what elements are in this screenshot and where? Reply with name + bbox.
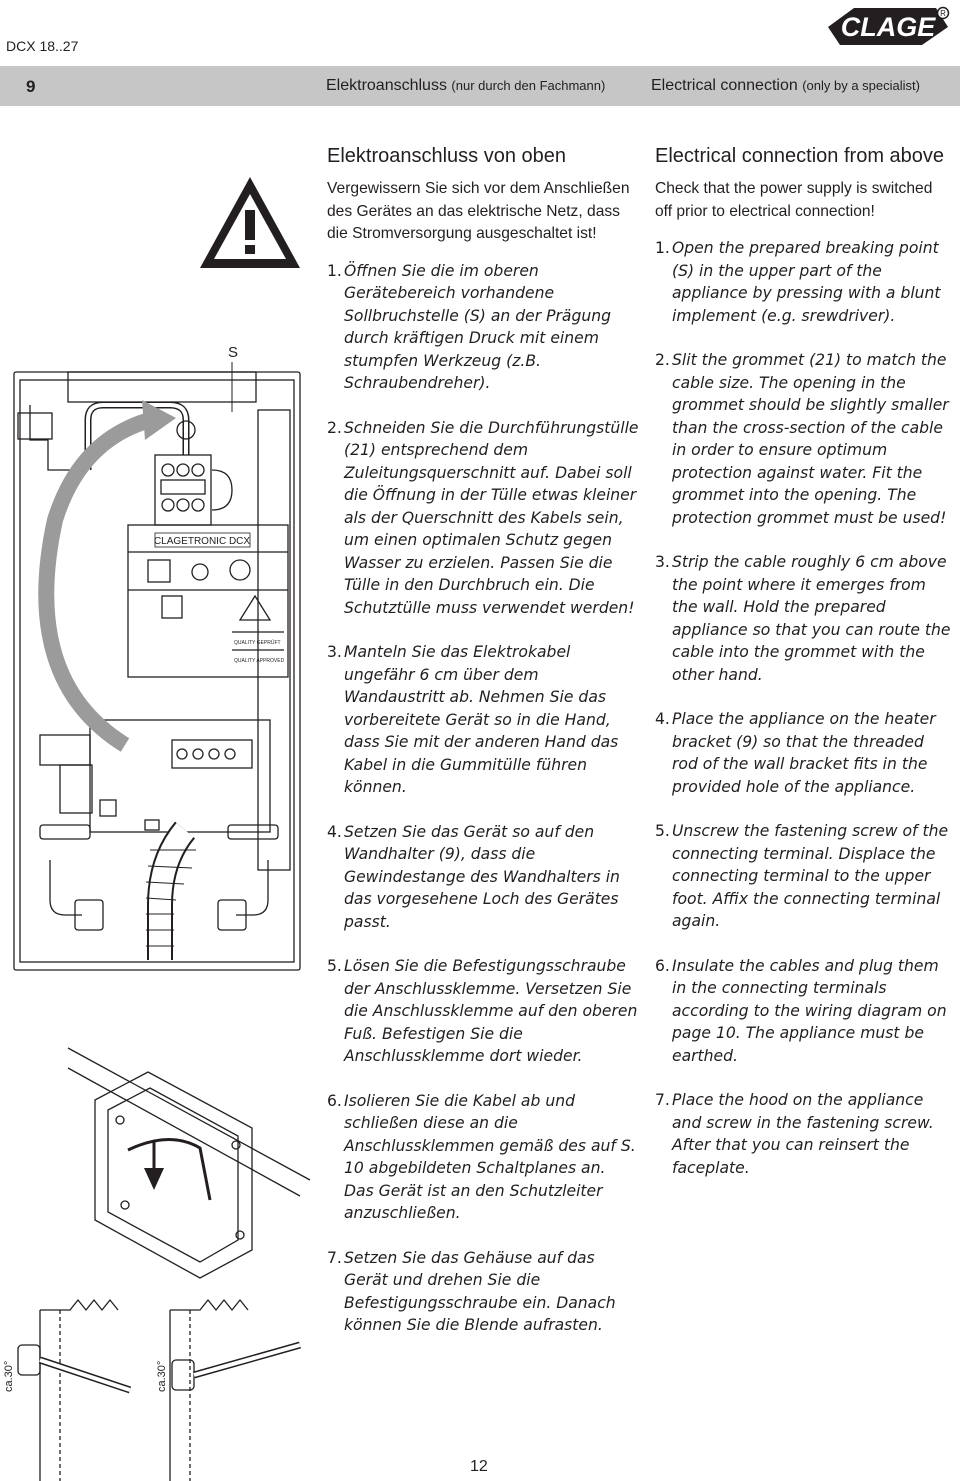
english-step-5 bbox=[655, 820, 953, 933]
cable-routing-arrow-icon bbox=[46, 400, 176, 745]
step-number: 1. bbox=[655, 239, 670, 257]
step-text: Place the appliance on the heater bracket (9) so that the threaded rod of the wall bracket fits in the provided hole of the appliance. bbox=[672, 710, 936, 796]
step-number: 7. bbox=[655, 1091, 670, 1109]
step-number: 5. bbox=[655, 822, 670, 840]
german-step-2 bbox=[327, 417, 639, 620]
english-step-6 bbox=[655, 955, 953, 1068]
angle-label-right: ca.30° bbox=[156, 1360, 168, 1392]
clage-logo bbox=[824, 5, 952, 47]
quality-approved-label: QUALITY APPROVED bbox=[234, 658, 285, 664]
step-text: Open the prepared breaking point (S) in the upper part of the appliance by pressing with a blunt implement (e.g. srewdriver). bbox=[672, 239, 941, 325]
step-text: Isolieren Sie die Kabel ab und schließen diese an die Anschlussklemmen gemäß des auf S. 10 abgebildeten Schaltplanes an. Das Gerät ist an den Schutzleiter anzuschließen. bbox=[344, 1091, 636, 1222]
section-title-english-note: (only by a specialist) bbox=[802, 78, 920, 93]
step-text: Place the hood on the appliance and screw in the fastening screw. After that you can reinsert the faceplate. bbox=[672, 1091, 934, 1177]
screw-mounting-detail-right bbox=[170, 1300, 300, 1481]
section-number: 9 bbox=[26, 77, 36, 96]
angle-label-left: ca.30° bbox=[3, 1360, 15, 1392]
quality-checked-label: QUALITY GEPRÜFT bbox=[234, 640, 281, 646]
english-step-4 bbox=[655, 708, 953, 798]
section-title-german-note: (nur durch den Fachmann) bbox=[451, 78, 606, 93]
german-step-3 bbox=[327, 641, 639, 799]
breaking-point-label: S bbox=[228, 344, 239, 361]
unit-brand-label: CLAGETRONIC DCX bbox=[153, 536, 251, 547]
step-number: 7. bbox=[327, 1248, 342, 1267]
step-text: Slit the grommet (21) to match the cable size. The opening in the grommet should be slightly smaller than the cross-section of the cable in order to ensure optimum protection against water. Fit the grommet into the opening. The protection grommet must be used! bbox=[672, 351, 949, 527]
step-number: 1. bbox=[327, 261, 342, 280]
warning-icon bbox=[200, 177, 300, 268]
german-section-title: Elektroanschluss von oben bbox=[327, 145, 567, 167]
installation-figure bbox=[0, 140, 320, 1481]
step-number: 2. bbox=[655, 351, 670, 369]
bracket-arrow-icon bbox=[144, 1140, 164, 1190]
english-step-3 bbox=[655, 551, 953, 686]
english-section-title: Electrical connection from above bbox=[655, 145, 945, 167]
logo-text: CLAGE bbox=[840, 12, 936, 42]
step-text: Manteln Sie das Elektrokabel ungefähr 6 cm über dem Wandaustritt ab. Nehmen Sie das vorbereitete Gerät so in die Hand, dass Sie mit der anderen Hand das Kabel in die Gummitülle führen können. bbox=[344, 643, 619, 796]
step-number: 5. bbox=[327, 957, 342, 975]
step-number: 6. bbox=[327, 1091, 342, 1110]
screw-mounting-detail-left bbox=[18, 1300, 130, 1481]
step-text: Schneiden Sie die Durchführungstülle (21) entsprechend dem Zuleitungsquerschnitt auf. Dabei soll die Öffnung in der Tülle etwas kleiner als der Querschnitt des Kabels sein, um einen optimalen Schutz gegen Wasser zu erzielen. Passen Sie die Tülle in den Durchbruch ein. Die Schutztülle muss verwendet werden! bbox=[344, 418, 639, 617]
english-warning: Check that the power supply is switched off prior to electrical connection! bbox=[655, 180, 933, 220]
english-step-7 bbox=[655, 1089, 953, 1179]
german-step-1 bbox=[327, 260, 639, 395]
step-text: Setzen Sie das Gerät so auf den Wandhalter (9), dass die Gewindestange des Wandhalters in das vorgesehene Loch des Gerätes passt. bbox=[344, 822, 620, 931]
step-text: Unscrew the fastening screw of the connecting terminal. Displace the connecting terminal to the upper foot. Affix the connecting terminal again. bbox=[672, 822, 949, 930]
step-number: 4. bbox=[655, 710, 670, 728]
english-step-1 bbox=[655, 237, 953, 327]
german-warning: Vergewissern Sie sich vor dem Anschließen des Gerätes an das elektrische Netz, dass die Stromversorgung ausgeschaltet ist! bbox=[327, 180, 630, 242]
step-number: 6. bbox=[655, 956, 670, 975]
page-number: 12 bbox=[470, 1458, 488, 1475]
german-step-5 bbox=[327, 955, 639, 1068]
model-designation: DCX 18..27 bbox=[6, 38, 79, 54]
wall-bracket-detail bbox=[68, 1048, 310, 1278]
german-step-6 bbox=[327, 1090, 639, 1225]
step-number: 2. bbox=[327, 418, 342, 437]
german-step-list bbox=[327, 260, 639, 1337]
german-step-7 bbox=[327, 1247, 639, 1337]
step-text: Setzen Sie das Gehäuse auf das Gerät und drehen Sie die Befestigungsschraube ein. Danach können Sie die Blende aufrasten. bbox=[344, 1248, 616, 1334]
section-title-german bbox=[326, 77, 605, 95]
step-text: Insulate the cables and plug them in the connecting terminals according to the wiring diagram on page 10. The appliance must be earthed. bbox=[672, 956, 947, 1065]
step-text: Lösen Sie die Befestigungsschraube der Anschlussklemme. Versetzen Sie die Anschlussklemme auf den oberen Fuß. Befestigen Sie die Anschlussklemme dort wieder. bbox=[344, 957, 638, 1065]
step-number: 3. bbox=[655, 553, 670, 571]
german-column bbox=[327, 145, 639, 1359]
step-number: 4. bbox=[327, 822, 342, 841]
english-column bbox=[655, 145, 953, 1201]
english-step-2 bbox=[655, 349, 953, 529]
svg-text:R: R bbox=[940, 9, 946, 18]
step-text: Strip the cable roughly 6 cm above the point where it emerges from the wall. Hold the prepared appliance so that you can route the cable into the grommet with the other hand. bbox=[672, 553, 951, 684]
step-text: Öffnen Sie die im oberen Gerätebereich vorhandene Sollbruchstelle (S) an der Prägung durch kräftigen Druck mit einem stumpfen Werkzeug (z.B. Schraubendreher). bbox=[344, 261, 612, 392]
german-step-4 bbox=[327, 821, 639, 934]
english-step-list bbox=[655, 237, 953, 1179]
step-number: 3. bbox=[327, 643, 342, 661]
section-title-english-main: Electrical connection bbox=[651, 77, 798, 94]
section-title-german-main: Elektroanschluss bbox=[326, 77, 447, 94]
section-title-english bbox=[651, 77, 920, 95]
